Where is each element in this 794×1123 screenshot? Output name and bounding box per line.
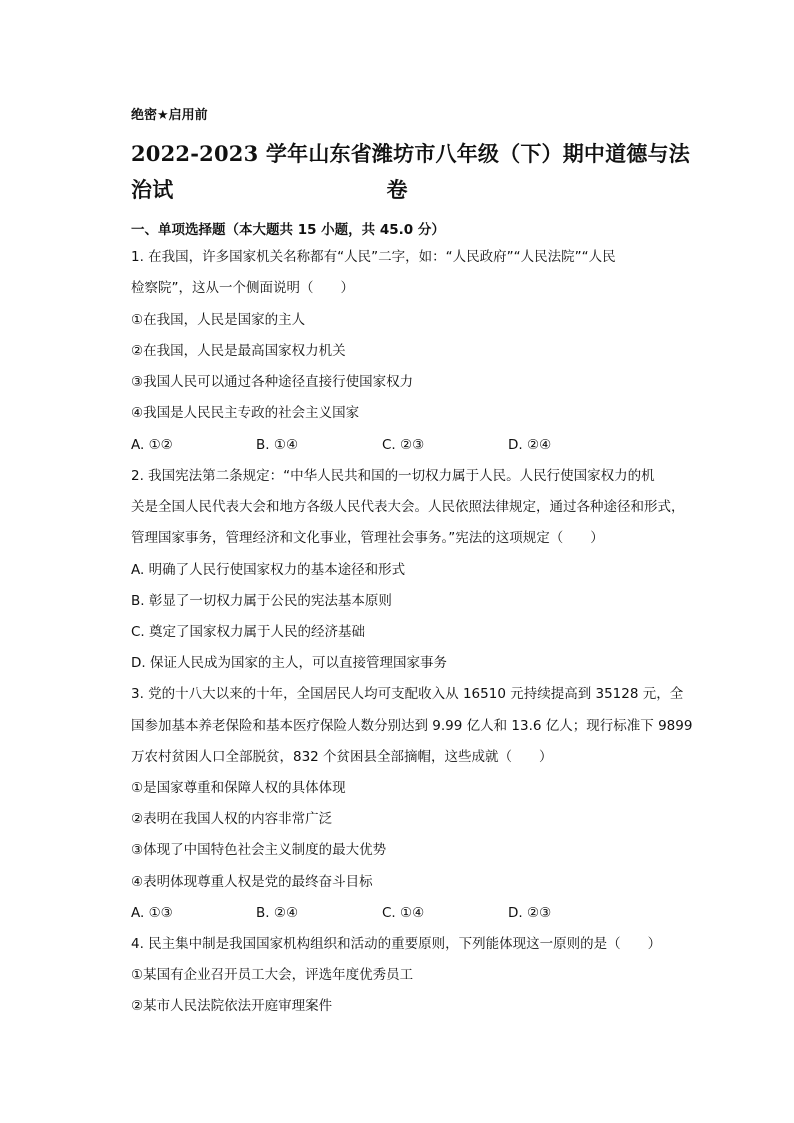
secret-label: 绝密★启用前 [131, 108, 208, 123]
q3-option-b[interactable]: B. ②④ [256, 905, 299, 921]
q3-option-a[interactable]: A. ①③ [131, 905, 173, 921]
q1-item: ②在我国，人民是最高国家权力机关 [131, 343, 346, 359]
q1-option-d[interactable]: D. ②④ [508, 437, 552, 453]
q1-item: ④我国是人民民主专政的社会主义国家 [131, 405, 360, 421]
q3-item: ②表明在我国人权的内容非常广泛 [131, 811, 333, 827]
q1-option-a[interactable]: A. ①② [131, 437, 173, 453]
q2-option-b[interactable]: B. 彰显了一切权力属于公民的宪法基本原则 [131, 593, 392, 609]
q3-item: ①是国家尊重和保障人权的具体体现 [131, 780, 346, 796]
q2-option-c[interactable]: C. 奠定了国家权力属于人民的经济基础 [131, 624, 366, 640]
exam-title-line1: 2022-2023 学年山东省潍坊市八年级（下）期中道德与法治试 [131, 141, 690, 202]
q1-item: ①在我国，人民是国家的主人 [131, 312, 306, 328]
q3-stem-line3: 万农村贫困人口全部脱贫，832 个贫困县全部摘帽，这些成就（ ） [131, 749, 553, 765]
section-heading: 一、单项选择题（本大题共 15 小题，共 45.0 分） [131, 222, 445, 238]
q2-stem-line1: 2. 我国宪法第二条规定：“中华人民共和国的一切权力属于人民。人民行使国家权力的机 [131, 468, 655, 484]
q4-item: ①某国有企业召开员工大会，评选年度优秀员工 [131, 967, 414, 983]
q2-stem-line2: 关是全国人民代表大会和地方各级人民代表大会。人民依照法律规定，通过各种途径和形式， [131, 499, 685, 515]
q3-stem-line1: 3. 党的十八大以来的十年，全国居民人均可支配收入从 16510 元持续提高到 35128 元，全 [131, 686, 684, 702]
q1-option-c[interactable]: C. ②③ [382, 437, 425, 453]
q2-stem-line3: 管理国家事务，管理经济和文化事业，管理社会事务。”宪法的这项规定（ ） [131, 530, 604, 546]
q2-option-a[interactable]: A. 明确了人民行使国家权力的基本途径和形式 [131, 562, 406, 578]
q3-stem-line2: 国参加基本养老保险和基本医疗保险人数分别达到 9.99 亿人和 13.6 亿人；现行标准下 9899 [131, 718, 693, 734]
q3-item: ④表明体现尊重人权是党的最终奋斗目标 [131, 874, 373, 890]
q1-stem-line2: 检察院”，这从一个侧面说明（ ） [131, 280, 354, 296]
q3-item: ③体现了中国特色社会主义制度的最大优势 [131, 842, 387, 858]
q2-option-d[interactable]: D. 保证人民成为国家的主人，可以直接管理国家事务 [131, 655, 447, 671]
q1-item: ③我国人民可以通过各种途径直接行使国家权力 [131, 374, 414, 390]
q4-item: ②某市人民法院依法开庭审理案件 [131, 998, 333, 1014]
q3-option-d[interactable]: D. ②③ [508, 905, 552, 921]
q4-stem-line1: 4. 民主集中制是我国国家机构组织和活动的重要原则，下列能体现这一原则的是（ ） [131, 936, 662, 952]
q1-option-b[interactable]: B. ①④ [256, 437, 299, 453]
q1-stem-line1: 1. 在我国，许多国家机关名称都有“人民”二字，如：“人民政府”“人民法院”“人民 [131, 249, 616, 265]
q3-option-c[interactable]: C. ①④ [382, 905, 425, 921]
exam-title-line2: 卷 [386, 177, 408, 202]
